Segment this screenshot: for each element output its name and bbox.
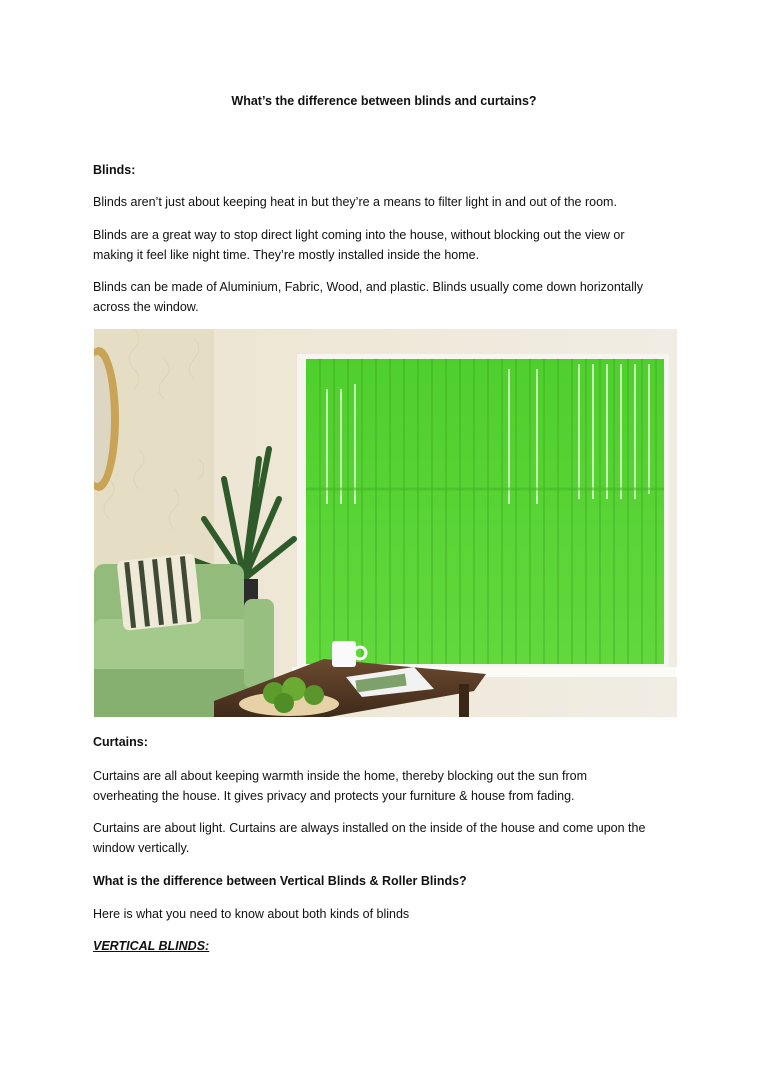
curtains-paragraph-2-line-2: window vertically. <box>93 841 190 855</box>
curtains-paragraph-2 <box>93 818 683 858</box>
question-heading: What is the difference between Vertical Blinds & Roller Blinds? <box>93 874 467 888</box>
blinds-paragraph-2-line-1: Blinds are a great way to stop direct light coming into the house, without blocking out the view or <box>93 228 625 242</box>
blinds-paragraph-2-line-2: making it feel like night time. They’re mostly installed inside the home. <box>93 248 480 262</box>
page-title: What’s the difference between blinds and curtains? <box>231 94 537 108</box>
blinds-heading: Blinds: <box>93 163 136 177</box>
curtains-paragraph-1-line-2: overheating the house. It gives privacy and protects your furniture & house from fading. <box>93 789 575 803</box>
blinds-paragraph-1: Blinds aren’t just about keeping heat in but they’re a means to filter light in and out of the room. <box>93 195 617 209</box>
vertical-blinds-heading: VERTICAL BLINDS: <box>93 939 210 953</box>
room-illustration <box>94 329 677 717</box>
curtains-paragraph-2-line-1: Curtains are about light. Curtains are always installed on the inside of the house and come upon the <box>93 821 646 835</box>
blinds-paragraph-3-line-1: Blinds can be made of Aluminium, Fabric, Wood, and plastic. Blinds usually come down horizontally <box>93 280 644 294</box>
vertical-blinds <box>306 359 664 664</box>
blinds-paragraph-2 <box>93 225 683 265</box>
blinds-paragraph-3 <box>93 277 683 317</box>
blinds-paragraph-3-line-2: across the window. <box>93 300 199 314</box>
striped-cushion <box>117 553 202 631</box>
curtains-paragraph-1 <box>93 766 683 806</box>
curtains-paragraph-1-line-1: Curtains are all about keeping warmth inside the home, thereby blocking out the sun from <box>93 769 588 783</box>
green-vertical-blinds-photo <box>94 329 677 717</box>
curtains-heading: Curtains: <box>93 735 148 749</box>
intro-paragraph: Here is what you need to know about both kinds of blinds <box>93 907 410 921</box>
